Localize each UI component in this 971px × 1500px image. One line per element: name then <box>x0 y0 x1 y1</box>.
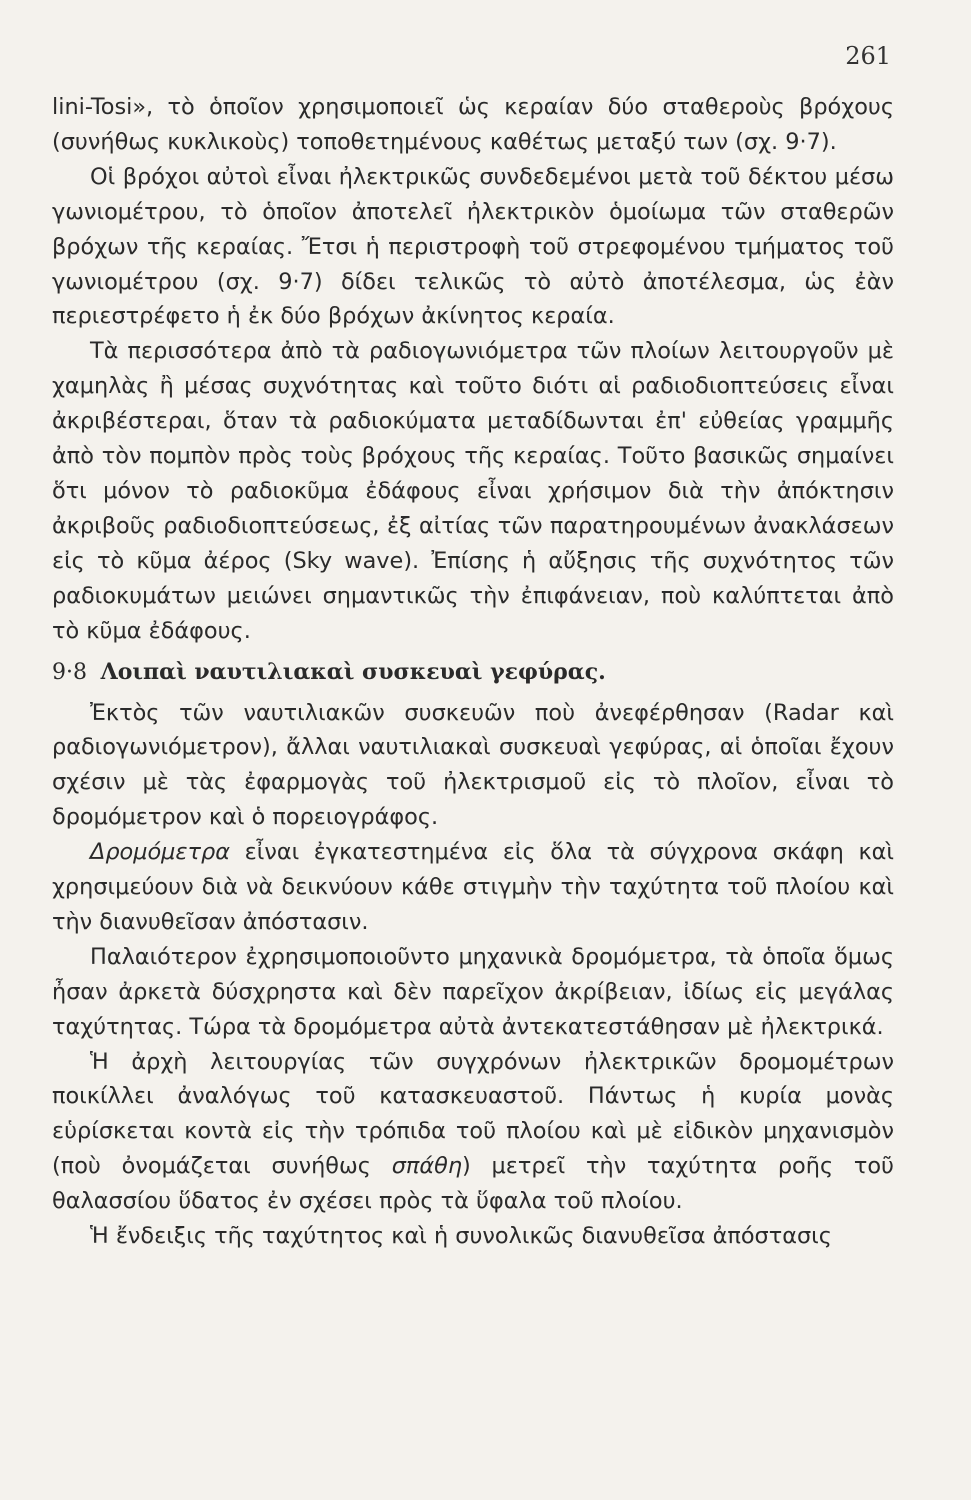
logs-text: εἶναι ἐγκατεστημένα εἰς ὅλα τὰ σύγχρονα σκάφη καὶ χρησιμεύουν διὰ νὰ δεικνύουν κάθε στιγμὴν τὴν ταχύτητα τοῦ πλοίου καὶ τὴν διανυθεῖσαν ἀπόστασιν. <box>52 839 894 935</box>
logs-term: Δρομόμετρα <box>90 839 230 866</box>
paragraph-logs <box>52 835 894 940</box>
paragraph-indication: Ἡ ἔνδειξις τῆς ταχύτητος καὶ ἡ συνολικῶς διανυθεῖσα ἀπόστασις <box>90 1223 832 1250</box>
page-number: 261 <box>845 42 891 70</box>
sword-term: σπάθη <box>391 1153 463 1180</box>
section-title: Λοιπαὶ ναυτιλιακαὶ συσκευαὶ γεφύρας. <box>100 658 606 685</box>
electric-logs-text-before: Ἡ ἀρχὴ λειτουργίας τῶν συγχρόνων ἠλεκτρικῶν δρομομέτρων ποικίλλει ἀναλόγως τοῦ κατασκευαστοῦ. Πάντως ἡ κυρία μονὰς εὑρίσκεται κοντὰ εἰς τὴν τρόπιδα τοῦ πλοίου καὶ μὲ εἰδικὸν μηχανισμὸν (ποὺ ὀνομάζεται συνήθως <box>52 1048 894 1180</box>
paragraph-other-devices: Ἐκτὸς τῶν ναυτιλιακῶν συσκευῶν ποὺ ἀνεφέρθησαν (Radar καὶ ραδιογωνιόμετρον), ἄλλαι ναυτιλιακαὶ συσκευαὶ γεφύρας, αἱ ὁποῖαι ἔχουν σχέσιν μὲ τὰς ἐφαρμογὰς τοῦ ἠλεκτρισμοῦ εἰς τὸ πλοῖον, εἶναι τὸ δρομόμετρον καὶ ὁ πορειογράφος. <box>52 699 894 831</box>
paragraph-mechanical-logs: Παλαιότερον ἐχρησιμοποιοῦντο μηχανικὰ δρομόμετρα, τὰ ὁποῖα ὅμως ἦσαν ἀρκετὰ δύσχρηστα καὶ δὲν παρεῖχον ἀκρίβειαν, ἰδίως εἰς μεγάλας ταχύτητας. Τώρα τὰ δρομόμετρα αὐτὰ ἀντεκατεστάθησαν μὲ ἠλεκτρικά. <box>52 943 894 1040</box>
paragraph-continuation: lini-Tosi», τὸ ὁποῖον χρησιμοποιεῖ ὡς κεραίαν δύο σταθεροὺς βρόχους (συνήθως κυκλικοὺς) τοποθετημένους καθέτως μεταξύ των (σχ. 9·7). <box>52 94 894 155</box>
paragraph-loops: Οἱ βρόχοι αὐτοὶ εἶναι ἠλεκτρικῶς συνδεδεμένοι μετὰ τοῦ δέκτου μέσω γωνιομέτρου, τὸ ὁποῖον ἀποτελεῖ ἠλεκτρικὸν ὁμοίωμα τῶν σταθερῶν βρόχων τῆς κεραίας. Ἔτσι ἡ περιστροφὴ τοῦ στρεφομένου τμήματος τοῦ γωνιομέτρου (σχ. 9·7) δίδει τελικῶς τὸ αὐτὸ ἀποτέλεσμα, ὡς ἐὰν περιεστρέφετο ἡ ἐκ δύο βρόχων ἀκίνητος κεραία. <box>52 163 894 330</box>
paragraph-electric-logs <box>52 1045 894 1220</box>
section-heading <box>52 655 894 690</box>
paragraph-frequencies: Τὰ περισσότερα ἀπὸ τὰ ραδιογωνιόμετρα τῶν πλοίων λειτουργοῦν μὲ χαμηλὰς ἢ μέσας συχνότητας καὶ τοῦτο διότι αἱ ραδιοδιοπτεύσεις εἶναι ἀκριβέστεραι, ὅταν τὰ ραδιοκύματα μεταδίδωνται ἐπ' εὐθείας γραμμῆς ἀπὸ τὸν πομπὸν πρὸς τοὺς βρόχους τῆς κεραίας. Τοῦτο βασικῶς σημαίνει ὅτι μόνον τὸ ραδιοκῦμα ἐδάφους εἶναι χρήσιμον διὰ τὴν ἀπόκτησιν ἀκριβοῦς ραδιοδιοπτεύσεως, ἐξ αἰτίας τῶν παρατηρουμένων ἀνακλάσεων εἰς τὸ κῦμα ἀέρος (Sky wave). Ἐπίσης ἡ αὔξησις τῆς συχνότητος τῶν ραδιοκυμάτων μειώνει σημαντικῶς τὴν ἐπιφάνειαν, ποὺ καλύπτεται ἀπὸ τὸ κῦμα ἐδάφους. <box>52 338 894 644</box>
section-number: 9·8 <box>52 659 87 685</box>
body-text <box>52 90 894 1254</box>
electric-logs-text-after: ) μετρεῖ τὴν ταχύτητα ροῆς τοῦ θαλασσίου ὕδατος ἐν σχέσει πρὸς τὰ ὕφαλα τοῦ πλοίου. <box>52 1153 895 1215</box>
